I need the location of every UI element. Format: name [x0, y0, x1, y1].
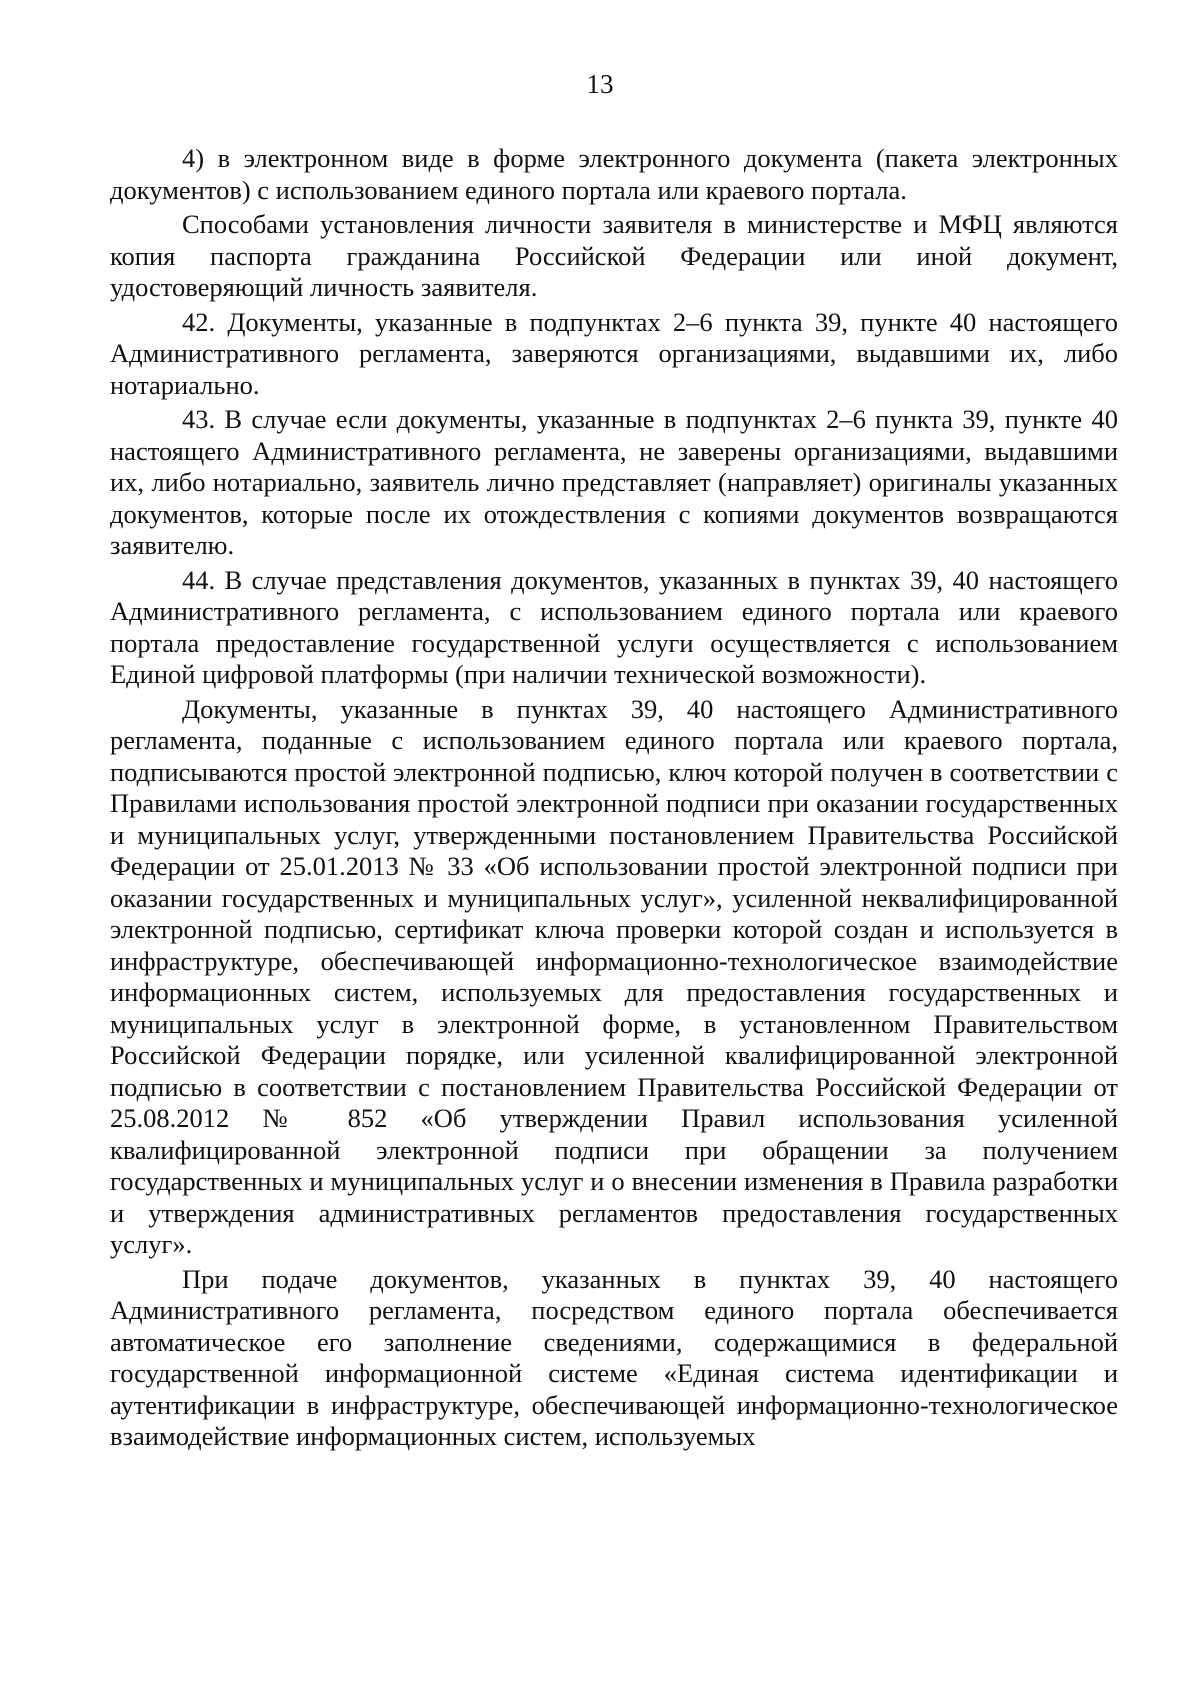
- paragraph-portal-submission: При подаче документов, указанных в пунктах 39, 40 настоящего Административного регламента, посредством единого портала обеспечивается автоматическое его заполнение сведениями, содержащимися в федеральной государственной информационной системе «Единая система идентификации и аутентификации в инфраструктуре, обеспечивающей информационно-технологическое взаимодействие информационных систем, используемых: [110, 1263, 1118, 1451]
- paragraph-signatures: Документы, указанные в пунктах 39, 40 настоящего Административного регламента, поданные с использованием единого портала или краевого портала, подписываются простой электронной подписью, ключ которой получен в соответствии с Правилами использования простой электронной подписи при оказании государственных и муниципальных услуг, утвержденными постановлением Правительства Российской Федерации от 25.01.2013 № 33 «Об использовании простой электронной подписи при оказании государственных и муниципальных услуг», усиленной неквалифицированной электронной подписью, сертификат ключа проверки которой создан и используется в инфраструктуре, обеспечивающей информационно-технологическое взаимодействие информационных систем, используемых для предоставления государственных и муниципальных услуг в электронной форме, в установленном Правительством Российской Федерации порядке, или усиленной квалифицированной электронной подписью в соответствии с постановлением Правительства Российской Федерации от 25.08.2012 № 852 «Об утверждении Правил использования усиленной квалифицированной электронной подписи при обращении за получением государственных и муниципальных услуг и о внесении изменения в Правила разработки и утверждения административных регламентов предоставления государственных услуг».: [110, 693, 1118, 1259]
- paragraph-42: 42. Документы, указанные в подпунктах 2–6 пункта 39, пункте 40 настоящего Административного регламента, заверяются организациями, выдавшими их, либо нотариально.: [110, 306, 1118, 400]
- paragraph-44: 44. В случае представления документов, указанных в пунктах 39, 40 настоящего Административного регламента, с использованием единого портала или краевого портала предоставление государственной услуги осуществляется с использованием Единой цифровой платформы (при наличии технической возможности).: [110, 564, 1118, 689]
- paragraph-43: 43. В случае если документы, указанные в подпунктах 2–6 пункта 39, пункте 40 настоящего Административного регламента, не заверены организациями, выдавшими их, либо нотариально, заявитель лично представляет (направляет) оригиналы указанных документов, которые после их отождествления с копиями документов возвращаются заявителю.: [110, 404, 1118, 560]
- page-number: 13: [586, 69, 614, 99]
- paragraph-identity-methods: Способами установления личности заявителя в министерстве и МФЦ являются копия паспорта гражданина Российской Федерации или иной документ, удостоверяющий личность заявителя.: [110, 209, 1118, 302]
- document-body: [110, 143, 1118, 1453]
- paragraph-item-4-electronic: 4) в электронном виде в форме электронного документа (пакета электронных документов) с использованием единого портала или краевого портала.: [110, 143, 1118, 205]
